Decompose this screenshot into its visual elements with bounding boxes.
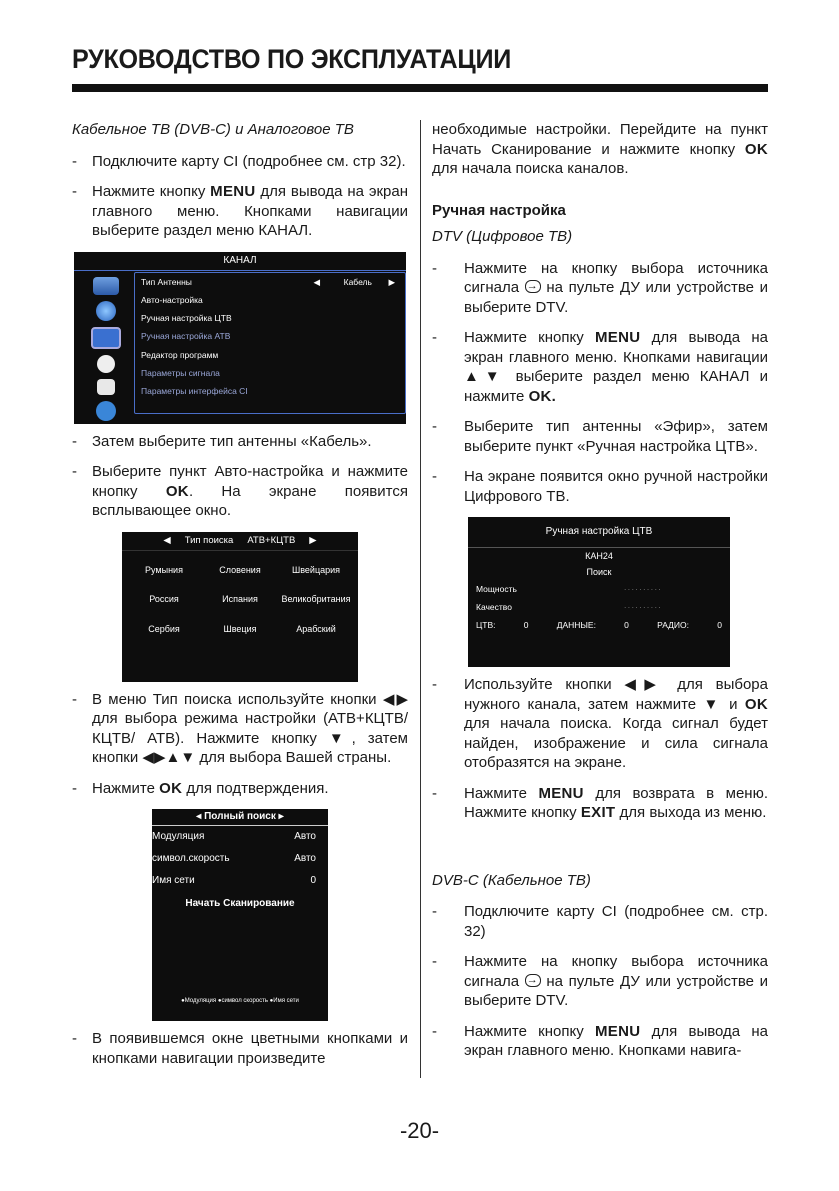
- source-input-icon: [525, 280, 541, 293]
- country-item[interactable]: Сербия: [148, 623, 180, 634]
- cable-subtitle: Кабельное ТВ (DVB-C) и Аналоговое ТВ: [72, 121, 354, 138]
- step-menu: - Нажмите кнопку MENU для вывода на экран главного меню. Кнопками навигации выберите раздел меню КАНАЛ.: [72, 182, 408, 241]
- search-type-row[interactable]: ◀ Тип поиска АТВ+КЦТВ ▶: [122, 532, 358, 551]
- symbol-rate-row[interactable]: символ.скорость Авто: [152, 853, 316, 864]
- channel-number[interactable]: КАН24: [585, 551, 613, 561]
- menu-item-antenna-type[interactable]: Тип Антенны ◀ Кабель ▶: [141, 276, 395, 287]
- color-key-legend: ●Модуляция ●символ скорость ●Имя сети: [181, 997, 299, 1004]
- timer-icon: [96, 401, 116, 421]
- step-source-dtv-2: - Нажмите на кнопку выбора источника сигнала → на пульте ДУ или устройстве и выберите DTV.: [432, 952, 768, 1011]
- search-button[interactable]: Поиск: [586, 567, 612, 577]
- page-title: РУКОВОДСТВО ПО ЭКСПЛУАТАЦИИ: [72, 44, 511, 74]
- found-counts-row: ЦТВ: 0 ДАННЫЕ: 0 РАДИО: 0: [476, 620, 722, 630]
- sound-icon: [96, 301, 116, 321]
- step-search-type: - В меню Тип поиска используйте кнопки ◀▶ для выбора режима настройки (АТВ+КЦТВ/ КЦТВ/ АТВ). Нажмите кнопку ▼, затем кнопки ◀▶▲▼ для выбора Вашей страны.: [72, 690, 408, 768]
- country-item[interactable]: Словения: [219, 564, 261, 575]
- signal-quality-row: Качество ··········: [476, 602, 662, 612]
- channel-menu-list: [134, 272, 406, 414]
- country-grid: [122, 551, 358, 650]
- country-item[interactable]: Швейцария: [291, 564, 341, 575]
- full-search-title: ◂ Полный поиск ▸: [152, 809, 328, 826]
- channel-icon: [91, 327, 121, 349]
- step-manual-window: - На экране появится окно ручной настройки Цифрового ТВ.: [432, 467, 768, 506]
- menu-item-manual-dtv[interactable]: Ручная настройка ЦТВ: [141, 313, 232, 324]
- search-type-screenshot: [122, 532, 358, 682]
- menu-item-auto-tune[interactable]: Авто-настройка: [141, 294, 203, 305]
- left-column: [72, 120, 408, 1079]
- country-item[interactable]: Великобритания: [281, 594, 351, 604]
- channel-menu-screenshot: [74, 252, 406, 424]
- network-name-row[interactable]: Имя сети 0: [152, 875, 316, 886]
- menu-item-manual-atv[interactable]: Ручная настройка АТВ: [141, 331, 231, 342]
- step-connect-ci-2: - Подключите карту CI (подробнее см. стр. 32): [432, 902, 768, 941]
- menu-item-program-editor[interactable]: Редактор программ: [141, 349, 219, 360]
- step-source-dtv: - Нажмите на кнопку выбора источника сигнала → на пульте ДУ или устройстве и выберите DTV.: [432, 259, 768, 318]
- country-item[interactable]: Румыния: [145, 564, 183, 575]
- manual-tune-heading: Ручная настройка: [432, 201, 566, 219]
- country-item[interactable]: Швеция: [223, 623, 257, 634]
- modulation-row[interactable]: Модуляция Авто: [152, 831, 316, 842]
- step-exit: - Нажмите MENU для возврата в меню. Нажмите кнопку EXIT для выхода из меню.: [432, 784, 768, 823]
- menu-icon-bar: [78, 274, 134, 424]
- menu-item-signal-params[interactable]: Параметры сигнала: [141, 367, 220, 378]
- country-item[interactable]: Арабский: [296, 623, 336, 634]
- settings-gear-icon: [97, 355, 115, 373]
- header-rule: [72, 84, 768, 92]
- step-auto-tune: - Выберите пункт Авто-настройка и нажмите кнопку OK. На экране появится всплывающее окно.: [72, 462, 408, 521]
- step-connect-ci: - Подключите карту CI (подробнее см. стр 32).: [72, 152, 408, 172]
- step-select-air: - Выберите тип антенны «Эфир», затем выберите пункт «Ручная настройка ЦТВ».: [432, 417, 768, 456]
- source-input-icon: [525, 974, 541, 987]
- start-scan-button[interactable]: Начать Сканирование: [185, 898, 295, 909]
- step-select-channel: - Используйте кнопки ◀▶ для выбора нужного канала, затем нажмите ▼ и OK для начала поиска. Когда сигнал будет найден, изображение и сила сигнала отобразятся на экране.: [432, 675, 768, 773]
- dvbc-subtitle: DVB-C (Кабельное ТВ): [432, 871, 591, 889]
- picture-icon: [93, 277, 119, 295]
- channel-menu-title: КАНАЛ: [74, 252, 406, 271]
- country-item[interactable]: Испания: [222, 594, 258, 604]
- page-number: -20-: [399, 1118, 440, 1143]
- manual-dtv-title: Ручная настройка ЦТВ: [468, 517, 730, 548]
- dtv-subtitle: DTV (Цифровое ТВ): [432, 228, 573, 245]
- step-color-buttons: - В появившемся окне цветными кнопками и кнопками навигации произведите: [72, 1029, 408, 1068]
- column-divider: [420, 120, 421, 1078]
- right-column: [432, 120, 768, 1072]
- country-item[interactable]: Россия: [149, 594, 179, 604]
- lock-icon: [97, 379, 115, 395]
- continued-text: необходимые настройки. Перейдите на пункт Начать Сканирование и нажмите кнопку OK для начала поиска каналов.: [432, 121, 768, 177]
- menu-item-ci-params[interactable]: Параметры интерфейса CI: [141, 386, 248, 397]
- step-menu-channel: - Нажмите кнопку MENU для вывода на экран главного меню. Кнопками навигации ▲▼ выберите раздел меню КАНАЛ и нажмите OK.: [432, 328, 768, 406]
- manual-dtv-screenshot: [468, 517, 730, 667]
- step-select-cable: - Затем выберите тип антенны «Кабель».: [72, 432, 408, 452]
- step-confirm: - Нажмите OK для подтверждения.: [72, 779, 408, 799]
- step-menu-2: - Нажмите кнопку MENU для вывода на экран главного меню. Кнопками навига-: [432, 1022, 768, 1061]
- signal-power-row: Мощность ··········: [476, 584, 662, 594]
- full-search-screenshot: [152, 809, 328, 1021]
